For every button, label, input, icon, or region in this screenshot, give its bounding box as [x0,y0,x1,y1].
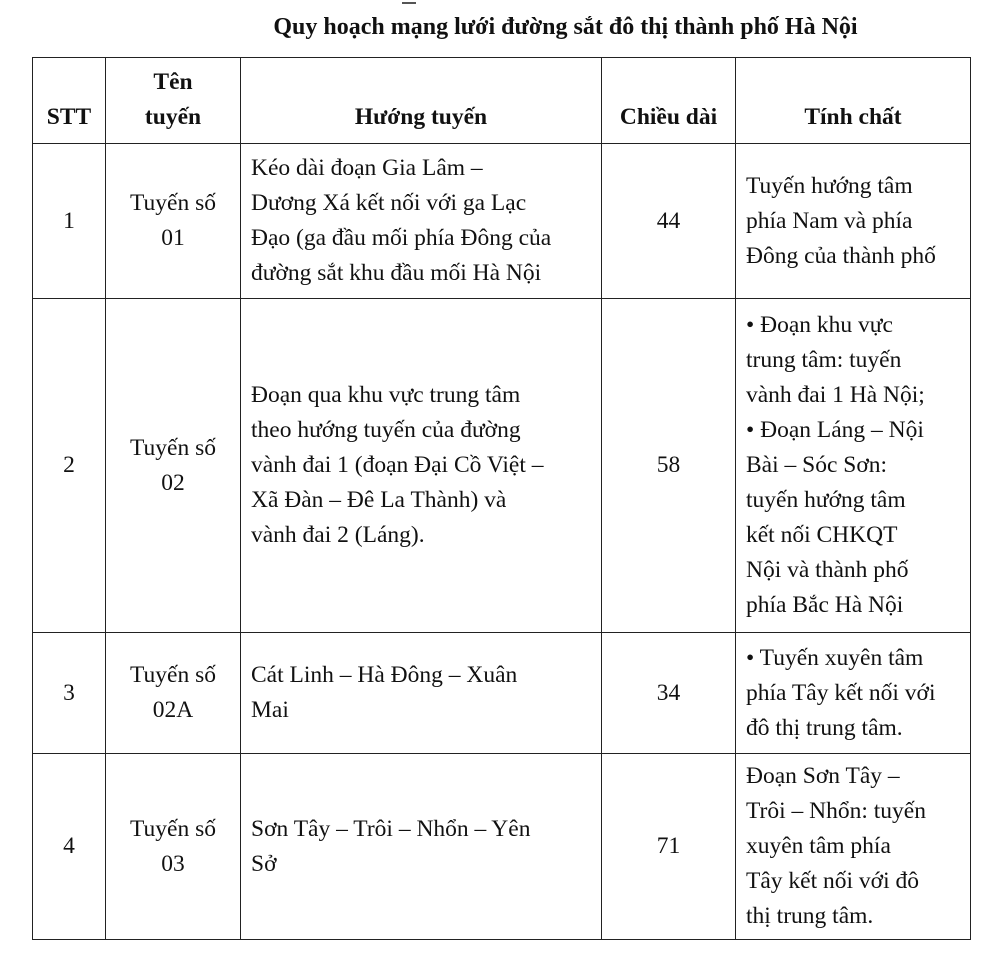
cell-chieu-dai: 58 [602,299,736,633]
tinh-chat-line: phía Nam và phía [746,207,913,234]
table-row [33,144,971,299]
header-ten-tuyen-line2: tuyến [144,104,202,130]
tinh-chat-line: • Đoạn Láng – Nội [746,417,924,443]
header-chieu-dai: Chiều dài [602,58,736,144]
tinh-chat-line: tuyến hướng tâm [746,487,906,513]
cell-ten-line1: Tuyến số [130,662,216,688]
cell-ten-tuyen [106,633,241,754]
huong-line: vành đai 1 (đoạn Đại Cồ Việt – [251,452,544,478]
cell-tinh-chat [736,633,971,754]
header-stt: STT [33,58,106,144]
cropped-text-fragment [402,0,416,4]
huong-line: Xã Đàn – Đê La Thành) và [251,487,507,513]
huong-line: Mai [251,697,289,723]
table-row [33,633,971,754]
cell-ten-line2: 03 [161,850,185,877]
header-ten-tuyen-line1: Tên [153,69,193,95]
tinh-chat-line: • Đoạn khu vực [746,312,893,338]
huong-line: theo hướng tuyến của đường [251,417,521,443]
cell-ten-tuyen [106,144,241,299]
tinh-chat-line: phía Tây kết nối với [746,679,936,706]
tinh-chat-line: Đoạn Sơn Tây – [746,763,900,789]
huong-line: Đoạn qua khu vực trung tâm [251,382,521,408]
table-row [33,299,971,633]
cell-ten-line1: Tuyến số [130,190,216,216]
tinh-chat-line: kết nối CHKQT [746,522,898,548]
cell-stt: 3 [33,633,106,754]
railway-plan-table [32,57,971,940]
cell-chieu-dai: 44 [602,144,736,299]
cell-tinh-chat [736,144,971,299]
tinh-chat-line: phía Bắc Hà Nội [746,592,904,618]
huong-line: Cát Linh – Hà Đông – Xuân [251,662,518,688]
cell-ten-line2: 01 [161,225,185,251]
cell-tinh-chat [736,299,971,633]
cell-ten-line2: 02A [152,697,194,723]
cell-ten-tuyen [106,299,241,633]
cell-chieu-dai: 71 [602,754,736,940]
cell-ten-line1: Tuyến số [130,434,216,461]
cell-ten-tuyen [106,754,241,940]
huong-line: Dương Xá kết nối với ga Lạc [251,190,527,216]
table-row [33,754,971,940]
cell-stt: 1 [33,144,106,299]
header-ten-tuyen [106,58,241,144]
tinh-chat-line: vành đai 1 Hà Nội; [746,382,925,408]
tinh-chat-line: Tuyến hướng tâm [746,172,913,199]
tinh-chat-line: Đông của thành phố [746,242,936,269]
huong-line: Đạo (ga đầu mối phía Đông của [251,225,552,251]
page-title: Quy hoạch mạng lưới đường sắt đô thị thành phố Hà Nội [273,14,858,40]
cell-tinh-chat [736,754,971,940]
tinh-chat-line: Trôi – Nhổn: tuyến [746,798,926,824]
table-header-row [33,58,971,144]
tinh-chat-line: thị trung tâm. [746,903,874,929]
header-huong-tuyen: Hướng tuyến [241,58,602,144]
huong-line: vành đai 2 (Láng). [251,522,425,548]
cell-huong-tuyen [241,633,602,754]
tinh-chat-line: Tây kết nối với đô [746,868,919,894]
cell-huong-tuyen [241,299,602,633]
header-tinh-chat: Tính chất [736,58,971,144]
cell-huong-tuyen [241,144,602,299]
tinh-chat-line: Bài – Sóc Sơn: [746,452,888,478]
huong-line: Kéo dài đoạn Gia Lâm – [251,155,483,181]
cell-chieu-dai: 34 [602,633,736,754]
tinh-chat-line: trung tâm: tuyến [746,347,902,373]
tinh-chat-line: Nội và thành phố [746,557,909,583]
cell-ten-line1: Tuyến số [130,815,216,842]
tinh-chat-line: • Tuyến xuyên tâm [746,644,924,671]
tinh-chat-line: đô thị trung tâm. [746,714,903,741]
cell-stt: 2 [33,299,106,633]
huong-line: đường sắt khu đầu mối Hà Nội [251,260,542,286]
huong-line: Sở [251,850,277,877]
huong-line: Sơn Tây – Trôi – Nhổn – Yên [251,815,531,842]
cell-huong-tuyen [241,754,602,940]
cell-stt: 4 [33,754,106,940]
cell-ten-line2: 02 [161,469,185,496]
tinh-chat-line: xuyên tâm phía [746,833,891,859]
